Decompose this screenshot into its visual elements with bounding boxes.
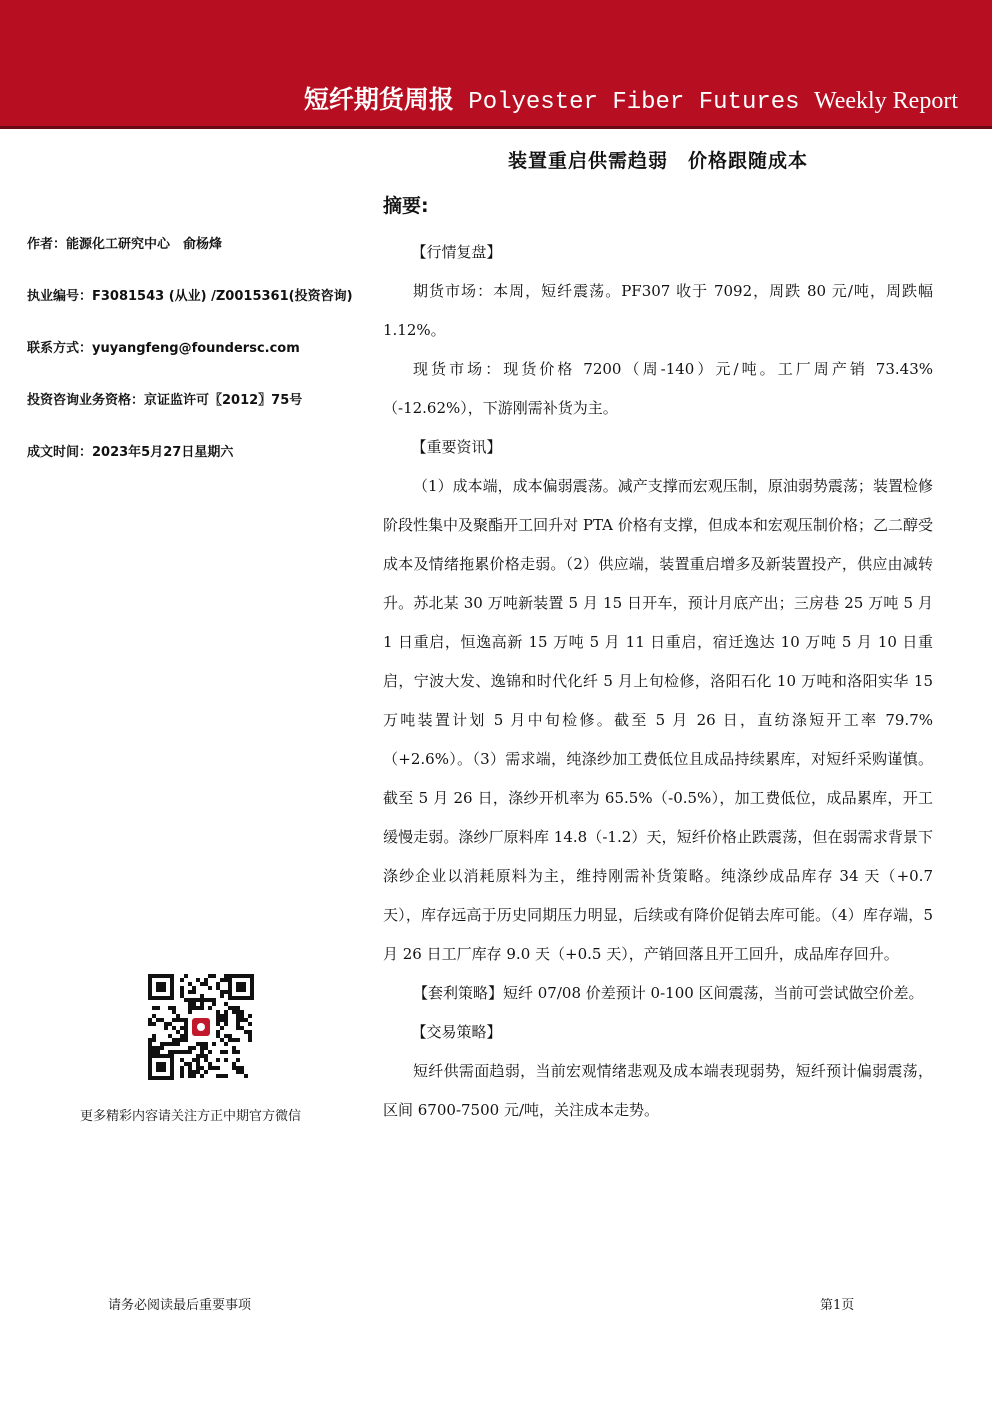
trading-heading: 【交易策略】 (411, 1023, 502, 1041)
header-banner (0, 0, 992, 126)
market-review-heading: 【行情复盘】 (411, 243, 502, 261)
header-divider (0, 126, 992, 129)
report-date: 成文时间：2023年5月27日星期六 (27, 445, 234, 460)
headline: 装置重启供需趋弱 价格跟随成本 (508, 150, 809, 172)
news-heading: 【重要资讯】 (411, 438, 502, 456)
author: 作者：能源化工研究中心 俞杨烽 (27, 237, 223, 252)
contact-email: 联系方式：yuyangfeng@foundersc.com (27, 341, 300, 356)
report-title-en: Polyester Fiber Futures (468, 89, 800, 116)
trading-paragraph: 短纤供需面趋弱，当前宏观情绪悲观及成本端表现弱势，短纤预计偏弱震荡，区间 6700-7500 元/吨，关注成本走势。 (383, 1062, 933, 1119)
news-paragraph: （1）成本端，成本偏弱震荡。减产支撑而宏观压制，原油弱势震荡；装置检修阶段性集中及聚酯开工回升对 PTA 价格有支撑，但成本和宏观压制价格；乙二醇受成本及情绪拖累价格走弱。（2）供应端，装置重启增多及新装置投产，供应由减转升。苏北某 30 万吨新装置 5 月 15 日开车，预计月底产出；三房巷 25 万吨 5 月 1 日重启，恒逸高新 15 万吨 5 月 11 日重启，宿迁逸达 10 万吨 5 月 10 日重启，宁波大发、逸锦和时代化纤 5 月上旬检修，洛阳石化 10 万吨和洛阳实华 15 万吨装置计划 5 月中旬检修。截至 5 月 26 日，直纺涤短开工率 79.7%（+2.6%）。（3）需求端，纯涤纱加工费低位且成品持续累库，对短纤采购谨慎。截至 5 月 26 日，涤纱开机率为 65.5%（-0.5%），加工费低位，成品累库，开工缓慢走弱。涤纱厂原料库 14.8（-1.2）天，短纤价格止跌震荡，但在弱需求背景下涤纱企业以消耗原料为主，维持刚需补货策略。纯涤纱成品库存 34 天（+0.7 天），库存远高于历史同期压力明显，后续或有降价促销去库可能。（4）库存端，5 月 26 日工厂库存 9.0 天（+0.5 天），产销回落且开工回升，成品库存回升。 (383, 477, 933, 963)
author-info (27, 233, 367, 493)
report-title-cn: 短纤期货周报 (303, 85, 454, 114)
qualification: 投资咨询业务资格：京证监许可〖2012〗75号 (27, 393, 303, 408)
futures-market-paragraph: 期货市场：本周，短纤震荡。PF307 收于 7092，周跌 80 元/吨，周跌幅 1.12%。 (383, 282, 933, 339)
report-title-en-suffix: Weekly Report (813, 88, 958, 114)
spot-market-paragraph: 现货市场：现货价格 7200（周-140）元/吨。工厂周产销 73.43%（-12.62%），下游刚需补货为主。 (383, 360, 933, 417)
footer-notice: 请务必阅读最后重要事项 (108, 1298, 252, 1313)
abstract-label: 摘要: (383, 195, 429, 217)
report-body (383, 233, 933, 1130)
license-number: 执业编号：F3081543 (从业) /Z0015361(投资咨询) (27, 289, 353, 304)
qr-caption: 更多精彩内容请关注方正中期官方微信 (80, 1109, 302, 1124)
arbitrage-paragraph: 【套利策略】短纤 07/08 价差预计 0-100 区间震荡，当前可尝试做空价差。 (413, 984, 924, 1002)
qr-code-icon (146, 972, 256, 1082)
report-title (304, 80, 958, 116)
page-number: 第1页 (820, 1298, 855, 1313)
